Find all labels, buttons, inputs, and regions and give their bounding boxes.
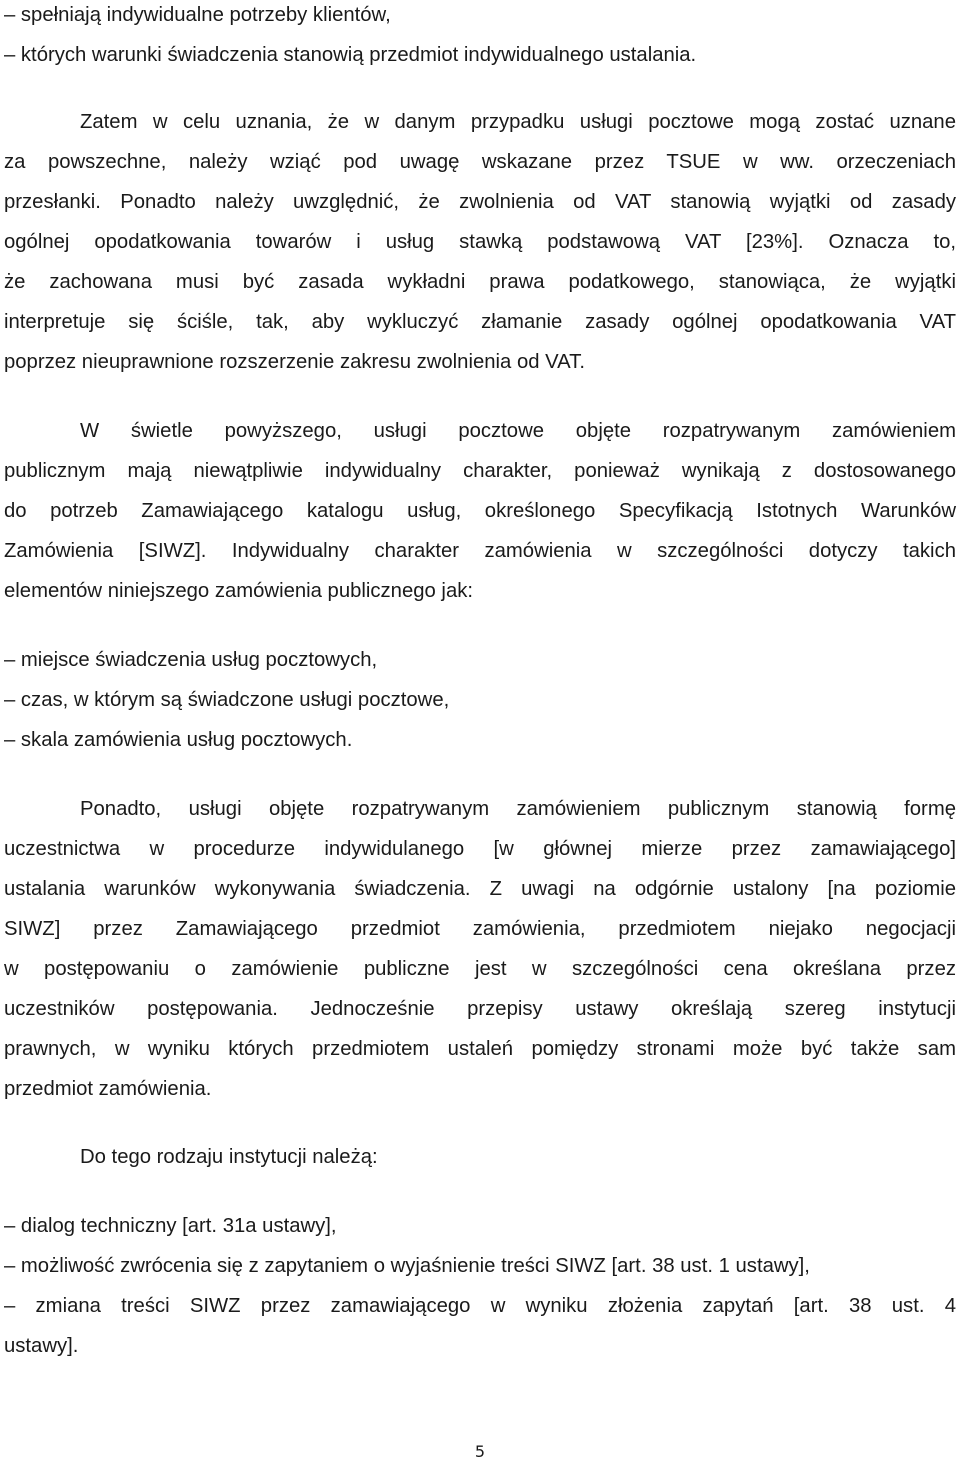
list-item: – spełniają indywidualne potrzeby klientów,	[4, 4, 391, 26]
paragraph-line: Zamówienia [SIWZ]. Indywidualny charakter zamówienia w szczególności dotyczy takich	[4, 540, 956, 562]
paragraph-line: uczestników postępowania. Jednocześnie przepisy ustawy określają szereg instytucji	[4, 998, 956, 1020]
paragraph-line: ustalania warunków wykonywania świadczenia. Z uwagi na odgórnie ustalony [na poziomie	[4, 878, 956, 900]
paragraph-line: prawnych, w wyniku których przedmiotem ustaleń pomiędzy stronami może być także sam	[4, 1038, 956, 1060]
paragraph-line: SIWZ] przez Zamawiającego przedmiot zamówienia, przedmiotem niejako negocjacji	[4, 918, 956, 940]
paragraph-line: przedmiot zamówienia.	[4, 1078, 212, 1100]
paragraph-line: elementów niniejszego zamówienia publicznego jak:	[4, 580, 473, 602]
paragraph-line: Do tego rodzaju instytucji należą:	[80, 1146, 378, 1168]
paragraph-line: poprzez nieuprawnione rozszerzenie zakresu zwolnienia od VAT.	[4, 351, 585, 373]
list-item: – zmiana treści SIWZ przez zamawiającego w wyniku złożenia zapytań [art. 38 ust. 4	[4, 1295, 956, 1317]
paragraph-line: przesłanki. Ponadto należy uwzględnić, że zwolnienia od VAT stanowią wyjątki od zasady	[4, 191, 956, 213]
page-number: 5	[474, 1442, 486, 1461]
paragraph-line: Zatem w celu uznania, że w danym przypadku usługi pocztowe mogą zostać uznane	[80, 111, 956, 133]
list-item: ustawy].	[4, 1335, 79, 1357]
paragraph-line: w postępowaniu o zamówienie publiczne jest w szczególności cena określana przez	[4, 958, 956, 980]
list-item: – skala zamówienia usług pocztowych.	[4, 729, 353, 751]
paragraph-line: uczestnictwa w procedurze indywidulanego [w głównej mierze przez zamawiającego]	[4, 838, 956, 860]
paragraph-line: interpretuje się ściśle, tak, aby wykluczyć złamanie zasady ogólnej opodatkowania VAT	[4, 311, 956, 333]
paragraph-line: za powszechne, należy wziąć pod uwagę wskazane przez TSUE w ww. orzeczeniach	[4, 151, 956, 173]
paragraph-line: W świetle powyższego, usługi pocztowe objęte rozpatrywanym zamówieniem	[80, 420, 956, 442]
paragraph-line: publicznym mają niewątpliwie indywidualny charakter, ponieważ wynikają z dostosowanego	[4, 460, 956, 482]
paragraph-line: ogólnej opodatkowania towarów i usług stawką podstawową VAT [23%]. Oznacza to,	[4, 231, 956, 253]
list-item: – których warunki świadczenia stanowią przedmiot indywidualnego ustalania.	[4, 44, 697, 66]
paragraph-line: Ponadto, usługi objęte rozpatrywanym zamówieniem publicznym stanowią formę	[80, 798, 956, 820]
list-item: – czas, w którym są świadczone usługi pocztowe,	[4, 689, 450, 711]
list-item: – dialog techniczny [art. 31a ustawy],	[4, 1215, 337, 1237]
list-item: – możliwość zwrócenia się z zapytaniem o wyjaśnienie treści SIWZ [art. 38 ust. 1 ustawy],	[4, 1255, 810, 1277]
list-item: – miejsce świadczenia usług pocztowych,	[4, 649, 378, 671]
paragraph-line: do potrzeb Zamawiającego katalogu usług, określonego Specyfikacją Istotnych Warunków	[4, 500, 956, 522]
paragraph-line: że zachowana musi być zasada wykładni prawa podatkowego, stanowiąca, że wyjątki	[4, 271, 956, 293]
